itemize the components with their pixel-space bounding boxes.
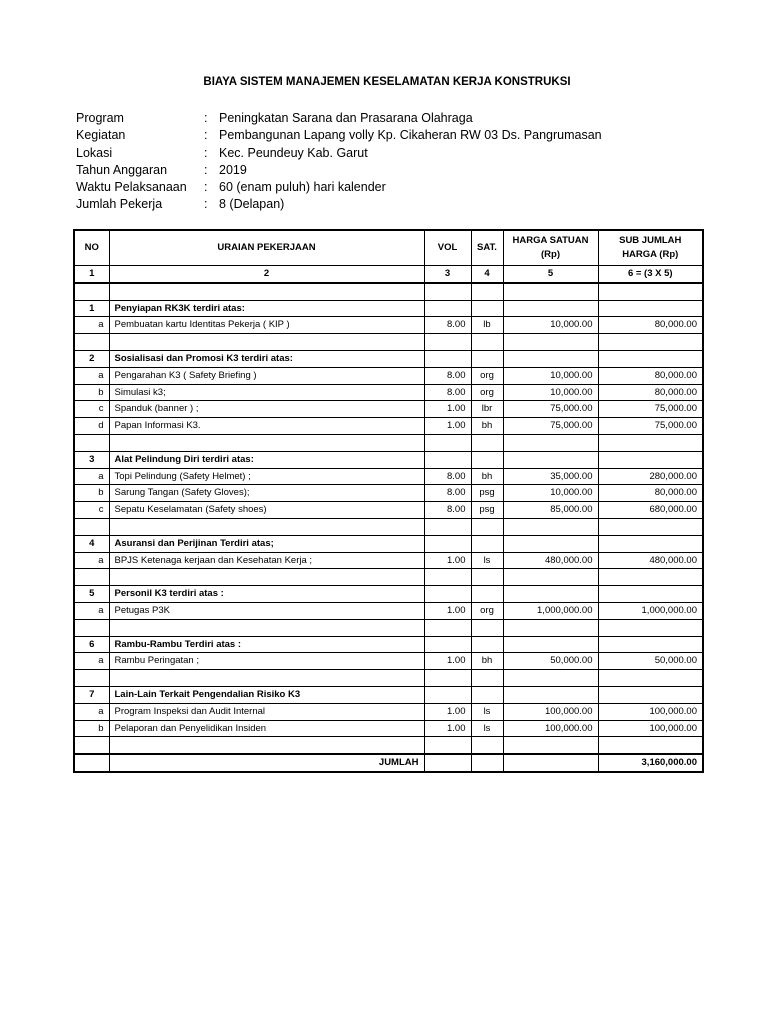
item-description: Pembuatan kartu Identitas Pekerja ( KIP ) (109, 317, 424, 334)
document-title: BIAYA SISTEM MANAJEMEN KESELAMATAN KERJA KONSTRUKSI (203, 76, 571, 88)
item-unit-price: 50,000.00 (503, 653, 598, 670)
item-subtotal: 1,000,000.00 (598, 602, 703, 619)
section-row (74, 535, 703, 552)
item-subtotal: 280,000.00 (598, 468, 703, 485)
item-description: Simulasi k3; (109, 384, 424, 401)
empty-cell (598, 300, 703, 317)
empty-cell (598, 334, 703, 351)
info-value: Peningkatan Sarana dan Prasarana Olahraga (219, 111, 473, 125)
item-volume: 8.00 (424, 468, 471, 485)
item-volume: 8.00 (424, 485, 471, 502)
empty-cell (471, 350, 503, 367)
empty-cell (424, 686, 471, 703)
empty-cell (424, 535, 471, 552)
empty-cell (503, 686, 598, 703)
empty-cell (503, 670, 598, 687)
item-letter: b (74, 384, 109, 401)
empty-cell (424, 518, 471, 535)
info-label: Jumlah Pekerja (76, 197, 163, 212)
item-letter: a (74, 703, 109, 720)
empty-cell (598, 283, 703, 300)
item-unit: bh (471, 653, 503, 670)
item-unit: ls (471, 720, 503, 737)
info-label: Kegiatan (76, 128, 126, 143)
item-unit: bh (471, 468, 503, 485)
empty-cell (503, 283, 598, 300)
info-row (76, 196, 602, 213)
empty-cell (503, 619, 598, 636)
empty-cell (109, 737, 424, 754)
column-number: 4 (471, 266, 503, 283)
empty-cell (598, 350, 703, 367)
info-colon: : (204, 162, 208, 177)
empty-cell (74, 334, 109, 351)
empty-cell (471, 670, 503, 687)
section-row (74, 586, 703, 603)
item-unit: lbr (471, 401, 503, 418)
item-unit: lb (471, 317, 503, 334)
empty-cell (503, 569, 598, 586)
table-row (74, 317, 703, 334)
item-unit: org (471, 602, 503, 619)
item-unit-price: 35,000.00 (503, 468, 598, 485)
item-unit-price: 100,000.00 (503, 720, 598, 737)
empty-cell (471, 518, 503, 535)
empty-cell (598, 686, 703, 703)
section-number: 7 (74, 686, 109, 703)
empty-cell (424, 737, 471, 754)
item-letter: a (74, 602, 109, 619)
empty-cell (503, 586, 598, 603)
column-number: 2 (109, 266, 424, 283)
item-volume: 1.00 (424, 653, 471, 670)
item-description: Sepatu Keselamatan (Safety shoes) (109, 502, 424, 519)
item-unit: psg (471, 502, 503, 519)
empty-cell (471, 535, 503, 552)
section-number: 1 (74, 300, 109, 317)
total-label: JUMLAH (109, 754, 424, 772)
blank-row (74, 737, 703, 754)
empty-cell (471, 569, 503, 586)
item-letter: a (74, 367, 109, 384)
section-row (74, 686, 703, 703)
item-description: Papan Informasi K3. (109, 418, 424, 435)
section-number: 6 (74, 636, 109, 653)
empty-cell (424, 619, 471, 636)
section-title: Rambu-Rambu Terdiri atas : (109, 636, 424, 653)
empty-cell (424, 754, 471, 772)
empty-cell (471, 619, 503, 636)
empty-cell (598, 619, 703, 636)
section-number: 2 (74, 350, 109, 367)
empty-cell (74, 619, 109, 636)
empty-cell (424, 350, 471, 367)
info-row (76, 179, 602, 196)
empty-cell (503, 451, 598, 468)
item-subtotal: 100,000.00 (598, 720, 703, 737)
item-unit: ls (471, 703, 503, 720)
total-value: 3,160,000.00 (598, 754, 703, 772)
header-uraian: URAIAN PEKERJAAN (109, 230, 424, 266)
item-volume: 1.00 (424, 703, 471, 720)
blank-row (74, 334, 703, 351)
blank-row (74, 670, 703, 687)
blank-row (74, 283, 703, 300)
empty-cell (503, 434, 598, 451)
item-description: Pelaporan dan Penyelidikan Insiden (109, 720, 424, 737)
info-colon: : (204, 197, 208, 212)
item-letter: b (74, 720, 109, 737)
info-label: Waktu Pelaksanaan (76, 180, 187, 195)
item-subtotal: 80,000.00 (598, 317, 703, 334)
header-vol: VOL (424, 230, 471, 266)
item-description: Program Inspeksi dan Audit Internal (109, 703, 424, 720)
column-number: 5 (503, 266, 598, 283)
section-row (74, 451, 703, 468)
table-row (74, 485, 703, 502)
item-description: Pengarahan K3 ( Safety Briefing ) (109, 367, 424, 384)
info-row (76, 127, 602, 144)
empty-cell (471, 434, 503, 451)
header-no: NO (74, 230, 109, 266)
empty-cell (424, 283, 471, 300)
empty-cell (424, 300, 471, 317)
section-title: Sosialisasi dan Promosi K3 terdiri atas: (109, 350, 424, 367)
empty-cell (424, 451, 471, 468)
empty-cell (471, 300, 503, 317)
empty-cell (471, 636, 503, 653)
project-info (76, 110, 602, 214)
blank-row (74, 619, 703, 636)
item-letter: a (74, 552, 109, 569)
item-unit: org (471, 384, 503, 401)
item-unit-price: 480,000.00 (503, 552, 598, 569)
item-volume: 8.00 (424, 367, 471, 384)
empty-cell (503, 754, 598, 772)
header-harga-satuan: HARGA SATUAN (Rp) (503, 230, 598, 266)
item-description: Topi Pelindung (Safety Helmet) ; (109, 468, 424, 485)
empty-cell (424, 586, 471, 603)
section-title: Penyiapan RK3K terdiri atas: (109, 300, 424, 317)
empty-cell (598, 451, 703, 468)
empty-cell (598, 586, 703, 603)
item-subtotal: 80,000.00 (598, 384, 703, 401)
item-subtotal: 75,000.00 (598, 418, 703, 435)
empty-cell (503, 518, 598, 535)
empty-cell (109, 518, 424, 535)
empty-cell (471, 686, 503, 703)
total-row (74, 754, 703, 772)
info-colon: : (204, 111, 208, 125)
table-row (74, 418, 703, 435)
empty-cell (471, 737, 503, 754)
empty-cell (424, 569, 471, 586)
info-colon: : (204, 128, 208, 143)
empty-cell (471, 451, 503, 468)
item-volume: 8.00 (424, 502, 471, 519)
section-title: Personil K3 terdiri atas : (109, 586, 424, 603)
empty-cell (74, 569, 109, 586)
cost-table (73, 229, 704, 773)
section-row (74, 636, 703, 653)
item-subtotal: 80,000.00 (598, 367, 703, 384)
item-letter: c (74, 401, 109, 418)
item-volume: 8.00 (424, 384, 471, 401)
empty-cell (424, 670, 471, 687)
header-sat: SAT. (471, 230, 503, 266)
item-unit: psg (471, 485, 503, 502)
info-label: Program (76, 111, 124, 125)
empty-cell (109, 334, 424, 351)
item-unit-price: 75,000.00 (503, 401, 598, 418)
info-value: Pembangunan Lapang volly Kp. Cikaheran RW 03 Ds. Pangrumasan (219, 128, 602, 143)
empty-cell (74, 434, 109, 451)
column-number: 1 (74, 266, 109, 283)
info-value: 60 (enam puluh) hari kalender (219, 180, 386, 195)
section-title: Alat Pelindung Diri terdiri atas: (109, 451, 424, 468)
empty-cell (471, 754, 503, 772)
section-title: Lain-Lain Terkait Pengendalian Risiko K3 (109, 686, 424, 703)
section-number: 5 (74, 586, 109, 603)
info-label: Tahun Anggaran (76, 162, 168, 177)
table-header-row (74, 230, 703, 266)
table-row (74, 468, 703, 485)
item-letter: d (74, 418, 109, 435)
info-value: 8 (Delapan) (219, 197, 285, 212)
empty-cell (503, 334, 598, 351)
item-unit-price: 85,000.00 (503, 502, 598, 519)
item-unit-price: 1,000,000.00 (503, 602, 598, 619)
item-volume: 1.00 (424, 720, 471, 737)
empty-cell (598, 636, 703, 653)
item-letter: a (74, 317, 109, 334)
item-unit: ls (471, 552, 503, 569)
item-unit-price: 100,000.00 (503, 703, 598, 720)
item-description: Petugas P3K (109, 602, 424, 619)
empty-cell (109, 619, 424, 636)
item-subtotal: 50,000.00 (598, 653, 703, 670)
item-volume: 1.00 (424, 602, 471, 619)
empty-cell (424, 334, 471, 351)
empty-cell (598, 569, 703, 586)
empty-cell (471, 334, 503, 351)
empty-cell (109, 283, 424, 300)
empty-cell (424, 434, 471, 451)
info-colon: : (204, 145, 208, 160)
item-subtotal: 75,000.00 (598, 401, 703, 418)
section-number: 4 (74, 535, 109, 552)
column-number: 3 (424, 266, 471, 283)
item-letter: a (74, 653, 109, 670)
table-row (74, 653, 703, 670)
info-row (76, 145, 602, 162)
empty-cell (74, 670, 109, 687)
item-subtotal: 80,000.00 (598, 485, 703, 502)
item-letter: a (74, 468, 109, 485)
empty-cell (109, 670, 424, 687)
empty-cell (503, 636, 598, 653)
item-volume: 1.00 (424, 418, 471, 435)
empty-cell (424, 636, 471, 653)
empty-cell (74, 754, 109, 772)
item-volume: 1.00 (424, 552, 471, 569)
empty-cell (109, 569, 424, 586)
item-description: BPJS Ketenaga kerjaan dan Kesehatan Kerja ; (109, 552, 424, 569)
info-label: Lokasi (76, 145, 113, 160)
item-subtotal: 100,000.00 (598, 703, 703, 720)
table-row (74, 384, 703, 401)
item-letter: c (74, 502, 109, 519)
section-number: 3 (74, 451, 109, 468)
table-row (74, 720, 703, 737)
item-subtotal: 480,000.00 (598, 552, 703, 569)
table-row (74, 602, 703, 619)
empty-cell (598, 518, 703, 535)
item-unit-price: 10,000.00 (503, 367, 598, 384)
empty-cell (74, 283, 109, 300)
empty-cell (503, 535, 598, 552)
section-row (74, 300, 703, 317)
table-row (74, 552, 703, 569)
info-colon: : (204, 180, 208, 195)
item-letter: b (74, 485, 109, 502)
blank-row (74, 434, 703, 451)
empty-cell (598, 535, 703, 552)
item-description: Sarung Tangan (Safety Gloves); (109, 485, 424, 502)
item-unit: bh (471, 418, 503, 435)
column-number: 6 = (3 X 5) (598, 266, 703, 283)
table-row (74, 502, 703, 519)
table-row (74, 703, 703, 720)
item-unit-price: 75,000.00 (503, 418, 598, 435)
blank-row (74, 518, 703, 535)
empty-cell (471, 283, 503, 300)
item-unit-price: 10,000.00 (503, 485, 598, 502)
blank-row (74, 569, 703, 586)
empty-cell (598, 434, 703, 451)
table-row (74, 401, 703, 418)
empty-cell (503, 350, 598, 367)
item-unit: org (471, 367, 503, 384)
empty-cell (74, 518, 109, 535)
item-subtotal: 680,000.00 (598, 502, 703, 519)
info-value: 2019 (219, 162, 247, 177)
section-title: Asuransi dan Perijinan Terdiri atas; (109, 535, 424, 552)
item-volume: 8.00 (424, 317, 471, 334)
empty-cell (74, 737, 109, 754)
empty-cell (598, 670, 703, 687)
empty-cell (598, 737, 703, 754)
item-unit-price: 10,000.00 (503, 317, 598, 334)
info-value: Kec. Peundeuy Kab. Garut (219, 145, 368, 160)
info-row (76, 110, 602, 127)
empty-cell (503, 300, 598, 317)
info-row (76, 162, 602, 179)
empty-cell (109, 434, 424, 451)
empty-cell (471, 586, 503, 603)
table-row (74, 367, 703, 384)
item-description: Spanduk (banner ) ; (109, 401, 424, 418)
item-unit-price: 10,000.00 (503, 384, 598, 401)
item-volume: 1.00 (424, 401, 471, 418)
column-number-row (74, 266, 703, 283)
section-row (74, 350, 703, 367)
item-description: Rambu Peringatan ; (109, 653, 424, 670)
header-sub-jumlah: SUB JUMLAH HARGA (Rp) (598, 230, 703, 266)
empty-cell (503, 737, 598, 754)
